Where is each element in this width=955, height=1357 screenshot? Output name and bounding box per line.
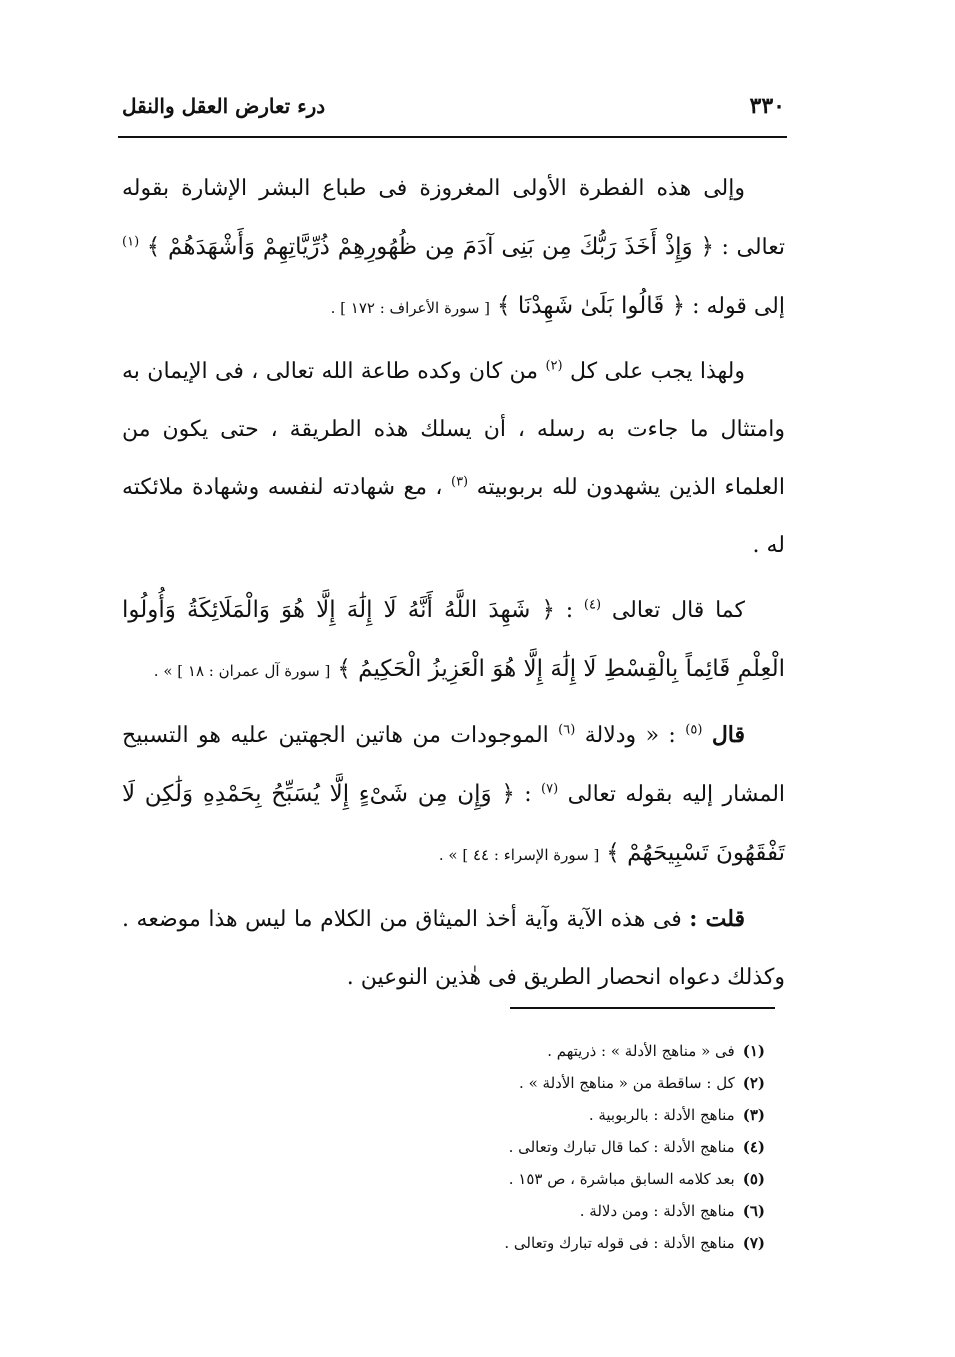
paragraph-text: الموجودات من هاتين الجهتين عليه هو التسبيح المشار إليه بقوله تعالى <box>122 723 786 807</box>
quran-verse: ﴿ قَالُوا بَلَىٰ شَهِدْنَا ﴾ <box>497 293 686 319</box>
footnotes <box>122 1035 765 1259</box>
paragraph-text: : <box>524 782 532 807</box>
page-number: ٣٣٠ <box>749 93 785 119</box>
paragraph-1 <box>122 160 785 337</box>
paragraph-4 <box>122 706 785 884</box>
paragraph-text: وإلى هذه الفطرة الأولى المغروزة فى طباع البشر الإشارة بقوله تعالى : <box>122 176 785 260</box>
footnote-text: فى « مناهج الأدلة » : ذريتهم . <box>547 1042 735 1060</box>
footnote <box>122 1131 765 1163</box>
verse-reference: [ سورة آل عمران : ١٨ ] » . <box>153 662 331 680</box>
footnote-number: (٢) <box>742 1074 765 1092</box>
footnote <box>122 1195 765 1227</box>
footnote-rule <box>510 1007 775 1009</box>
footnote-marker: (٥) <box>685 722 703 738</box>
footnote-number: (٣) <box>742 1106 765 1124</box>
footnote-number: (٥) <box>742 1170 765 1188</box>
footnote-text: مناهج الأدلة : ومن دلالة . <box>579 1202 735 1220</box>
footnote-number: (١) <box>742 1042 765 1060</box>
paragraph-text: من كان وكده طاعة الله تعالى ، فى الإيمان به وامتثال ما جاءت به رسله ، أن يسلك هذه الطريقة ، حتى يكون من العلماء الذين يشهدون لله بربوبيته <box>122 359 785 500</box>
quran-verse: ﴿ وَإِذْ أَخَذَ رَبُّكَ مِن بَنِى آدَمَ مِن ظُهُورِهِمْ ذُرِّيَّاتِهِمْ وَأَشْهَدَهُمْ ﴾ <box>146 234 714 260</box>
paragraph-2 <box>122 343 785 575</box>
paragraph-5 <box>122 890 785 1007</box>
footnote-marker: (٧) <box>541 781 559 797</box>
footnote-number: (٦) <box>742 1202 765 1220</box>
paragraph-3 <box>122 581 785 700</box>
verse-reference: [ سورة الأعراف : ١٧٢ ] . <box>330 299 491 317</box>
paragraph-text: ، مع شهادته لنفسه وشهادة ملائكته له . <box>122 475 785 558</box>
paragraph-text: فى هذه الآية وآية أخذ الميثاق من الكلام ما ليس هذا موضعه . وكذلك دعواه انحصار الطريق فى هٰذين النوعين . <box>122 907 785 990</box>
footnote-number: (٧) <box>742 1234 765 1252</box>
footnote-text: مناهج الأدلة : بالربوبية . <box>588 1106 735 1124</box>
paragraph-text: : <box>565 598 574 623</box>
footnote-marker: (٤) <box>583 597 602 613</box>
main-text <box>122 160 785 1013</box>
verse-reference: [ سورة الإسراء : ٤٤ ] » . <box>438 846 600 864</box>
footnote <box>122 1067 765 1099</box>
footnote-marker: (٣) <box>450 474 469 490</box>
paragraph-lead: قال <box>711 722 746 748</box>
footnote <box>122 1035 765 1067</box>
footnote <box>122 1227 765 1259</box>
footnote-text: مناهج الأدلة : كما قال تبارك وتعالى . <box>508 1138 735 1156</box>
footnote-number: (٤) <box>742 1138 765 1156</box>
page-header <box>122 86 785 126</box>
paragraph-text: : « ودلالة <box>584 723 676 748</box>
footnote <box>122 1163 765 1195</box>
footnote-marker: (٦) <box>558 722 576 738</box>
paragraph-text: كما قال تعالى <box>611 598 745 623</box>
footnote <box>122 1099 765 1131</box>
quran-verse: ﴿ شَهِدَ اللَّهُ أَنَّهُ لَا إِلَٰهَ إِلَّا هُوَ وَالْمَلَائِكَةُ وَأُولُوا الْعِلْمِ قَائِماً بِالْقِسْطِ لَا إِلَٰهَ إِلَّا هُوَ الْعَزِيزُ الْحَكِيمُ ﴾ <box>122 597 785 682</box>
footnote-text: بعد كلامه السابق مباشرة ، ص ١٥٣ . <box>508 1170 735 1188</box>
header-rule <box>118 136 787 138</box>
paragraph-lead: قلت : <box>689 906 745 932</box>
running-title: درء تعارض العقل والنقل <box>122 94 326 118</box>
footnote-text: مناهج الأدلة : فى قوله تبارك وتعالى . <box>504 1234 735 1252</box>
quran-verse: ﴿ وَإِن مِن شَىْءٍ إِلَّا يُسَبِّحُ بِحَمْدِهِ وَلَٰكِن لَا تَفْقَهُونَ تَسْبِيحَهُمْ ﴾ <box>122 781 785 866</box>
footnote-marker: (٢) <box>545 358 563 374</box>
footnote-text: كل : ساقطة من « مناهج الأدلة » . <box>519 1074 735 1092</box>
paragraph-text: إلى قوله : <box>692 294 785 319</box>
paragraph-text: ولهذا يجب على كل <box>569 359 746 384</box>
footnote-marker: (١) <box>122 234 140 250</box>
